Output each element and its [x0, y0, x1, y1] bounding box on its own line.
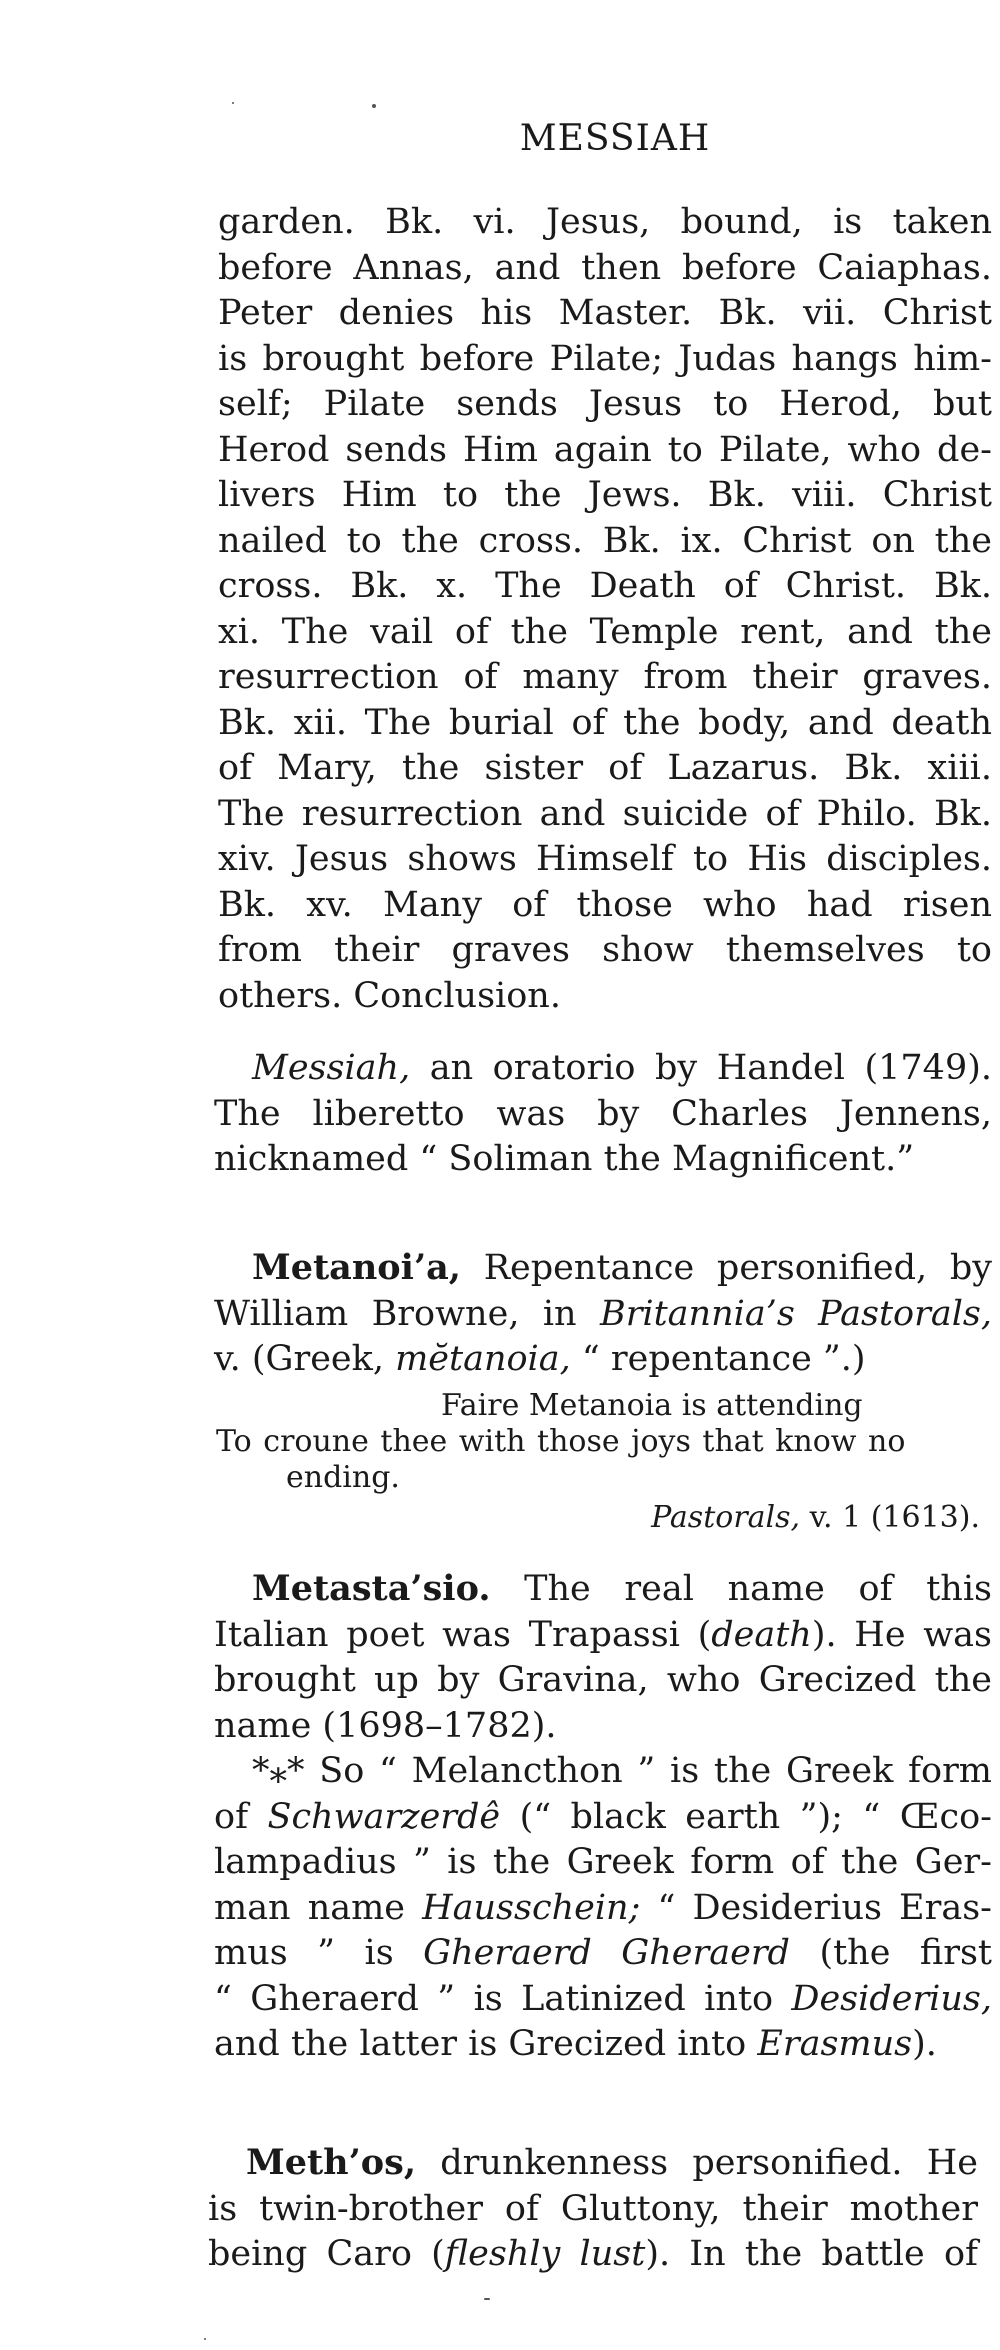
text-line: from their graves show themselves to [218, 930, 992, 970]
text-line: before Annas, and then before Caiaphas. [218, 247, 992, 288]
note-line [214, 1886, 992, 1932]
entry-text: The real name of this [490, 1569, 992, 1609]
scan-speck [232, 102, 234, 104]
work-title: Britannia’s Pastorals, [599, 1293, 992, 1334]
text-line: garden. Bk. vi. Jesus, bound, is taken [218, 202, 992, 242]
entry-text: “ Gheraerd ” is Latinized into [214, 1978, 792, 2019]
text-line: The resurrection and suicide of Philo. Bk. [218, 793, 992, 834]
entry-line [214, 1292, 992, 1338]
text-line: cross. Bk. x. The Death of Christ. Bk. [218, 566, 992, 606]
entry-first-line [214, 1566, 992, 1613]
citation-text: v. 1 (1613). [800, 1500, 980, 1535]
scan-speck [372, 104, 376, 108]
italic-word: Erasmus [757, 2024, 913, 2064]
verse-quotation [216, 1388, 980, 1536]
entry-headword: Messiah, [252, 1048, 411, 1088]
entry-text: being Caro ( [208, 2234, 445, 2274]
entry-headword: Metasta’sio. [252, 1568, 491, 1609]
citation-title: Pastorals, [651, 1500, 801, 1535]
entry-text: man name [214, 1887, 423, 1928]
verse-line: Faire Metanoia is attending [441, 1388, 863, 1423]
entry-text: of [214, 1796, 268, 1837]
running-header: MESSIAH [519, 118, 711, 159]
entry-text: ). [912, 2024, 937, 2064]
entry-line [208, 2232, 978, 2278]
note-line [214, 1795, 992, 1841]
text-line: nailed to the cross. Bk. ix. Christ on the [218, 520, 992, 561]
entry-headword: Metanoi’a, [252, 1247, 461, 1288]
italic-word: death [711, 1614, 812, 1655]
entry-text: So “ Melancthon ” is the Greek form [304, 1751, 992, 1791]
scan-speck [484, 2298, 490, 2300]
text-line: xi. The vail of the Temple rent, and the [218, 611, 992, 652]
entry-line [214, 1337, 992, 1383]
entry-line: name (1698–1782). [214, 1705, 557, 1746]
entry-headword: Meth’os, [246, 2142, 417, 2183]
italic-word: Desiderius, [791, 1978, 992, 2019]
verse-line: ending. [286, 1460, 400, 1495]
entry-first-line [208, 2140, 978, 2187]
italic-word: Schwarzerdê [267, 1796, 501, 1837]
scan-speck [204, 2338, 206, 2340]
text-line: is brought before Pilate; Judas hangs him- [218, 338, 992, 379]
greek-word: mĕtanoia, [395, 1339, 571, 1379]
note-line [214, 2022, 992, 2068]
entry-text: Italian poet was Trapassi ( [214, 1614, 712, 1655]
text-line: others. Conclusion. [218, 975, 561, 1016]
note-line: lampadius ” is the Greek form of the Ger- [214, 1842, 992, 1882]
continued-paragraph [218, 200, 992, 1019]
entry-text: William Browne, in [214, 1293, 600, 1334]
text-line: Bk. xii. The burial of the body, and death [218, 702, 992, 743]
entry-text: ). In the battle of [645, 2234, 978, 2274]
text-line: Bk. xv. Many of those who had risen [218, 884, 992, 925]
entry-text: an oratorio by Handel (1749). [410, 1048, 992, 1088]
text-line: Peter denies his Master. Bk. vii. Christ [218, 293, 992, 333]
entry-metastasio [214, 1566, 992, 2068]
text-line: Herod sends Him again to Pilate, who de- [218, 429, 992, 470]
entry-text: (the first [789, 1933, 992, 1973]
text-line: livers Him to the Jews. Bk. viii. Christ [218, 475, 992, 515]
entry-text: drunkenness personified. He [416, 2143, 978, 2183]
entry-text: and the latter is Grecized into [214, 2024, 758, 2064]
text-line: resurrection of many from their graves. [218, 657, 992, 697]
entry-text: v. (Greek, [214, 1339, 396, 1379]
note-marker: *⁎* [252, 1751, 305, 1791]
entry-line: is twin-brother of Gluttony, their mother [208, 2188, 978, 2229]
entry-line: The liberetto was by Charles Jennens, [214, 1093, 992, 1134]
italic-word: Hausschein; [422, 1887, 641, 1928]
note-line [214, 1931, 992, 1977]
verse-line: To croune thee with those joys that know no [216, 1424, 906, 1459]
verse-citation [216, 1500, 980, 1536]
entry-messiah [214, 1046, 992, 1183]
entry-first-line [214, 1245, 992, 1292]
entry-first-line [214, 1046, 992, 1092]
entry-text: “ Desiderius Eras- [640, 1887, 992, 1928]
entry-text: ). He was [811, 1614, 992, 1655]
italic-word: Gheraerd Gheraerd [423, 1933, 790, 1973]
entry-text: mus ” is [214, 1933, 424, 1973]
entry-text: (“ black earth ”); “ Œco- [500, 1796, 993, 1837]
note-first-line [214, 1749, 992, 1795]
entry-line: nicknamed “ Soliman the Magnificent.” [214, 1139, 915, 1179]
text-line: self; Pilate sends Jesus to Herod, but [218, 384, 992, 424]
entry-text: “ repentance ”.) [570, 1339, 866, 1379]
entry-line: brought up by Gravina, who Grecized the [214, 1660, 992, 1700]
text-line: of Mary, the sister of Lazarus. Bk. xiii. [218, 748, 992, 788]
text-line: xiv. Jesus shows Himself to His disciples. [218, 839, 992, 879]
note-line [214, 1977, 992, 2023]
entry-line [214, 1613, 992, 1659]
entry-methos [208, 2140, 978, 2278]
italic-word: fleshly lust [444, 2234, 646, 2274]
entry-metanoia [214, 1245, 992, 1383]
entry-text: Repentance personified, by [461, 1248, 992, 1288]
